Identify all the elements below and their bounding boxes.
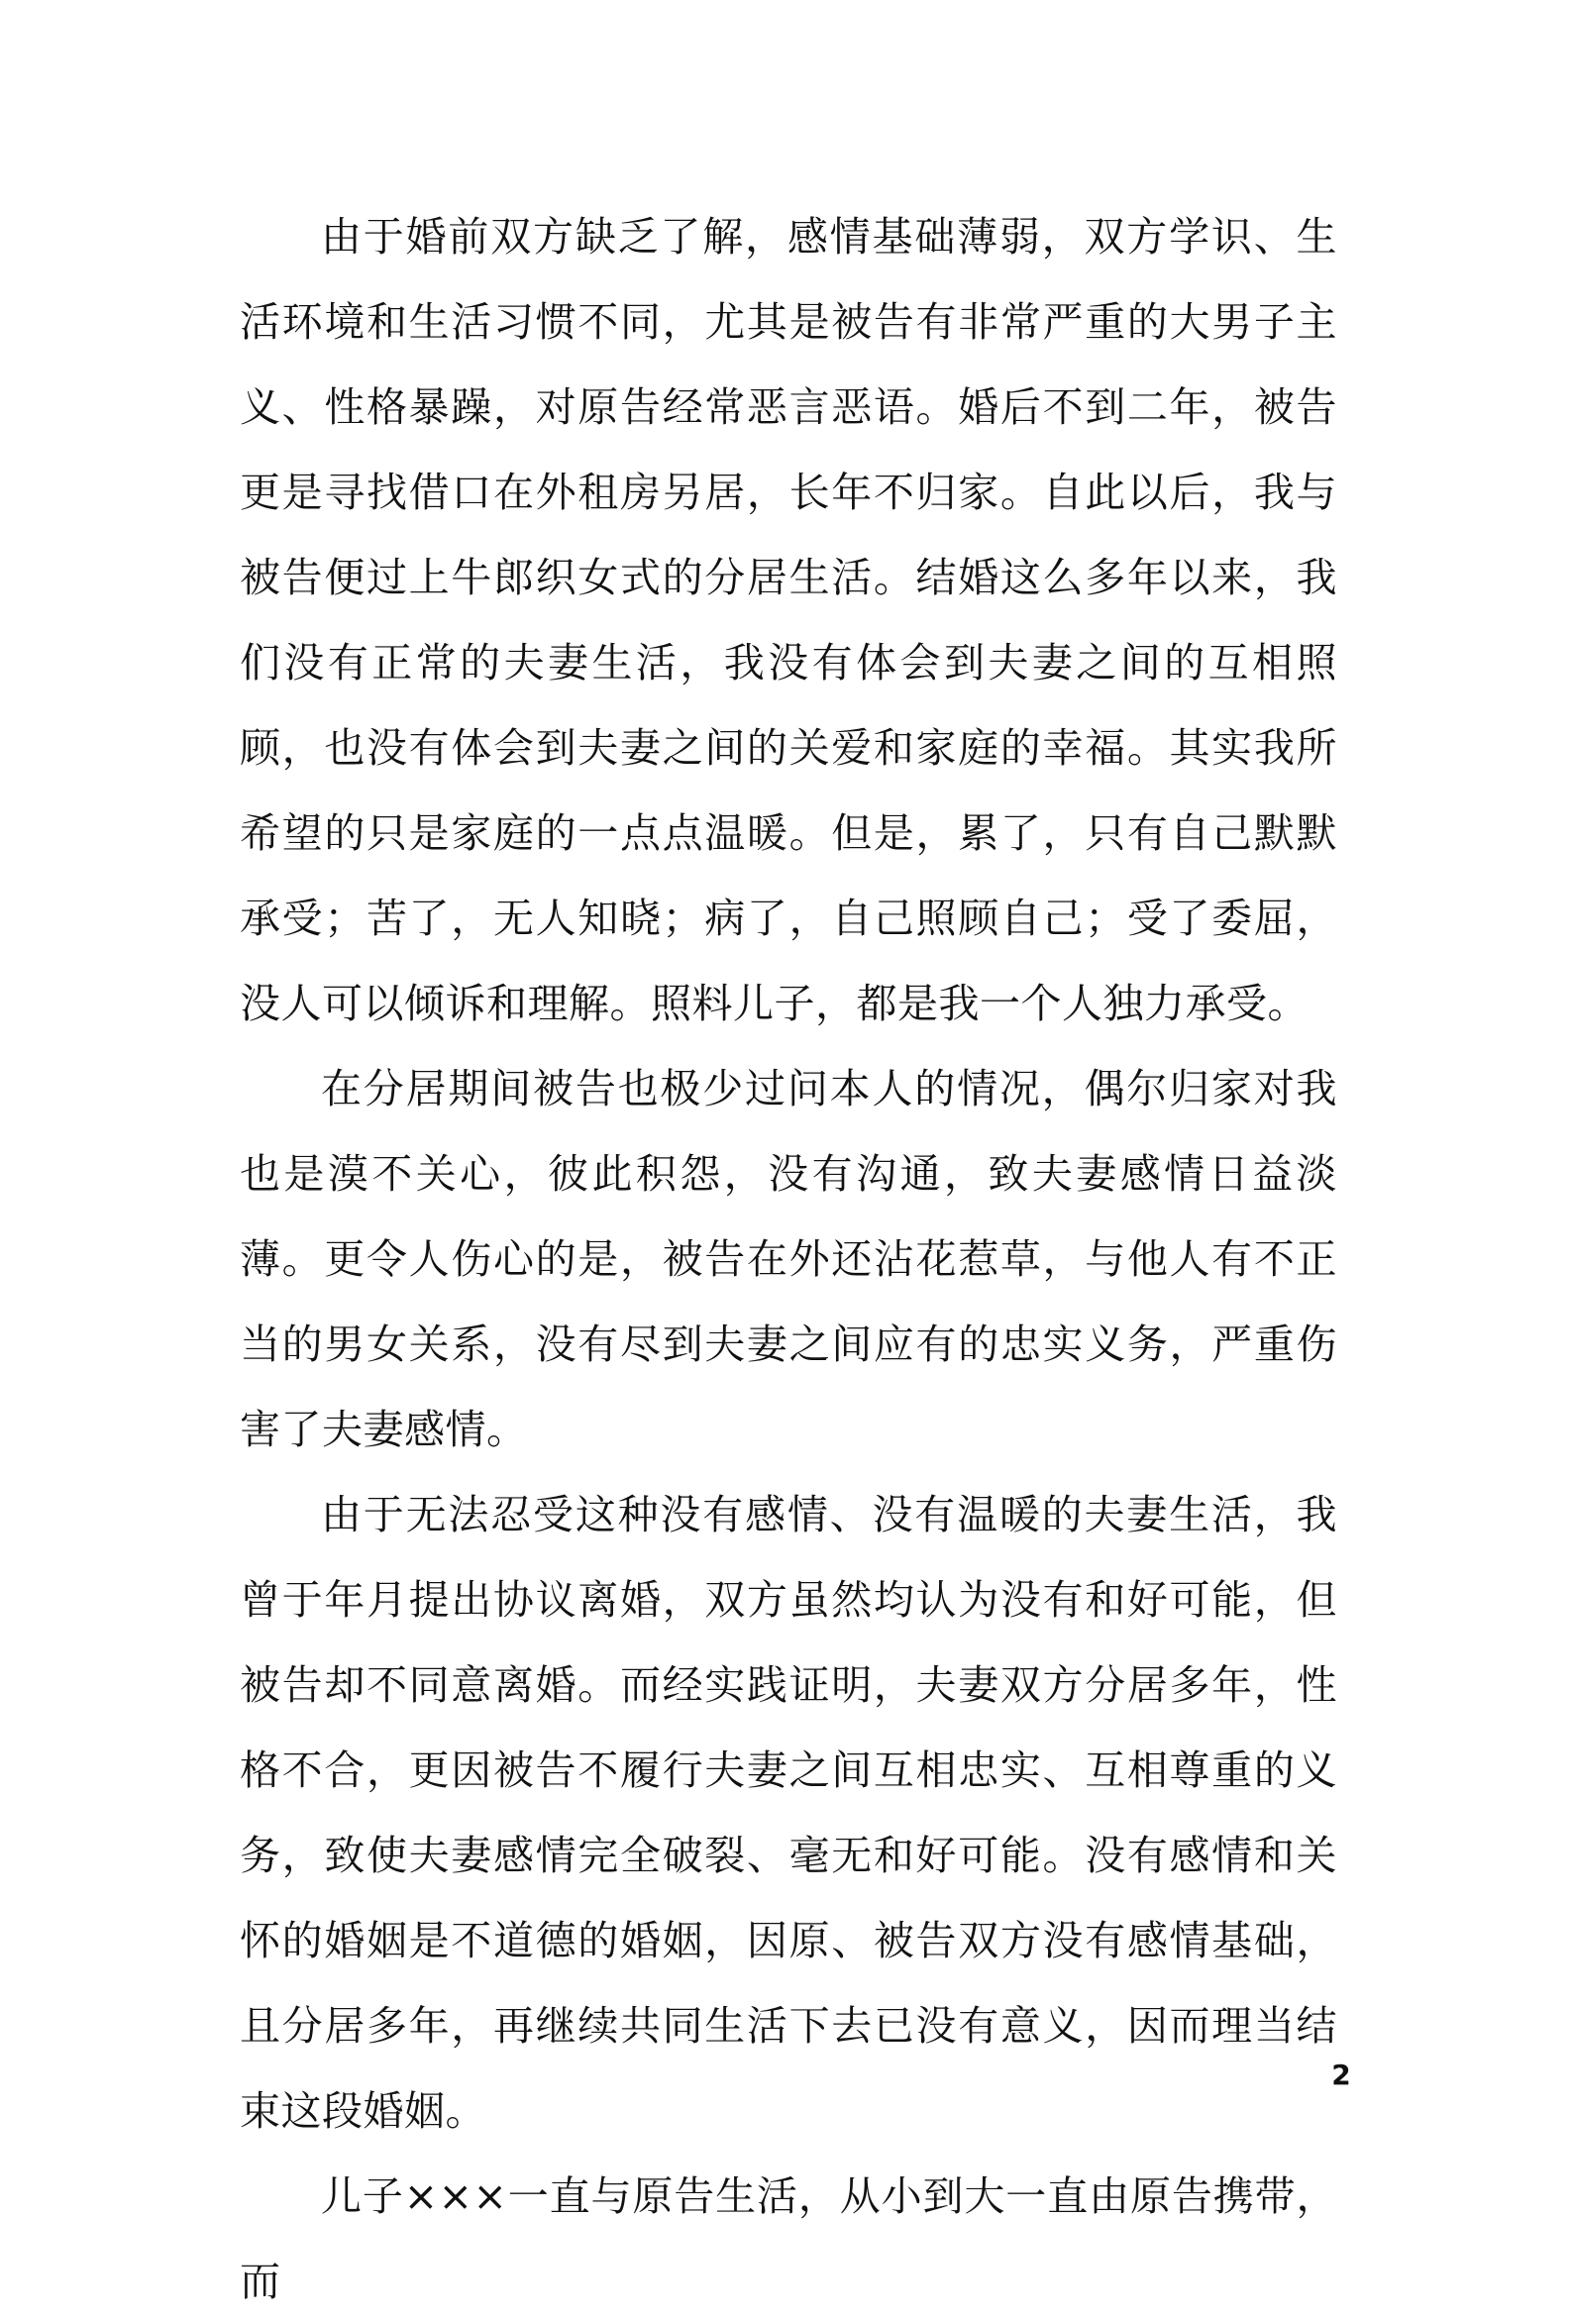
document-body [240,194,1337,2324]
paragraph-4: 儿子×××一直与原告生活，从小到大一直由原告携带，而 [240,2172,1337,2305]
paragraph-2: 在分居期间被告也极少过问本人的情况，偶尔归家对我也是漠不关心，彼此积怨，没有沟通，致夫妻感情日益淡薄。更令人伤心的是，被告在外还沾花惹草，与他人有不正当的男女关系，没有尽到夫妻之间应有的忠实义务，严重伤害了夫妻感情。 [240,1065,1337,1453]
page-number: 2 [1331,2059,1351,2091]
paragraph-1: 由于婚前双方缺乏了解，感情基础薄弱，双方学识、生活环境和生活习惯不同，尤其是被告有非常严重的大男子主义、性格暴躁，对原告经常恶言恶语。婚后不到二年，被告更是寻找借口在外租房另居，长年不归家。自此以后，我与被告便过上牛郎织女式的分居生活。结婚这么多年以来，我们没有正常的夫妻生活，我没有体会到夫妻之间的互相照顾，也没有体会到夫妻之间的关爱和家庭的幸福。其实我所希望的只是家庭的一点点温暖。但是，累了，只有自己默默承受；苦了，无人知晓；病了，自己照顾自己；受了委屈，没人可以倾诉和理解。照料儿子，都是我一个人独力承受。 [240,213,1337,1027]
paragraph-3: 由于无法忍受这种没有感情、没有温暖的夫妻生活，我曾于年月提出协议离婚，双方虽然均认为没有和好可能，但被告却不同意离婚。而经实践证明，夫妻双方分居多年，性格不合，更因被告不履行夫妻之间互相忠实、互相尊重的义务，致使夫妻感情完全破裂、毫无和好可能。没有感情和关怀的婚姻是不道德的婚姻，因原、被告双方没有感情基础，且分居多年，再继续共同生活下去已没有意义，因而理当结束这段婚姻。 [240,1491,1337,2135]
